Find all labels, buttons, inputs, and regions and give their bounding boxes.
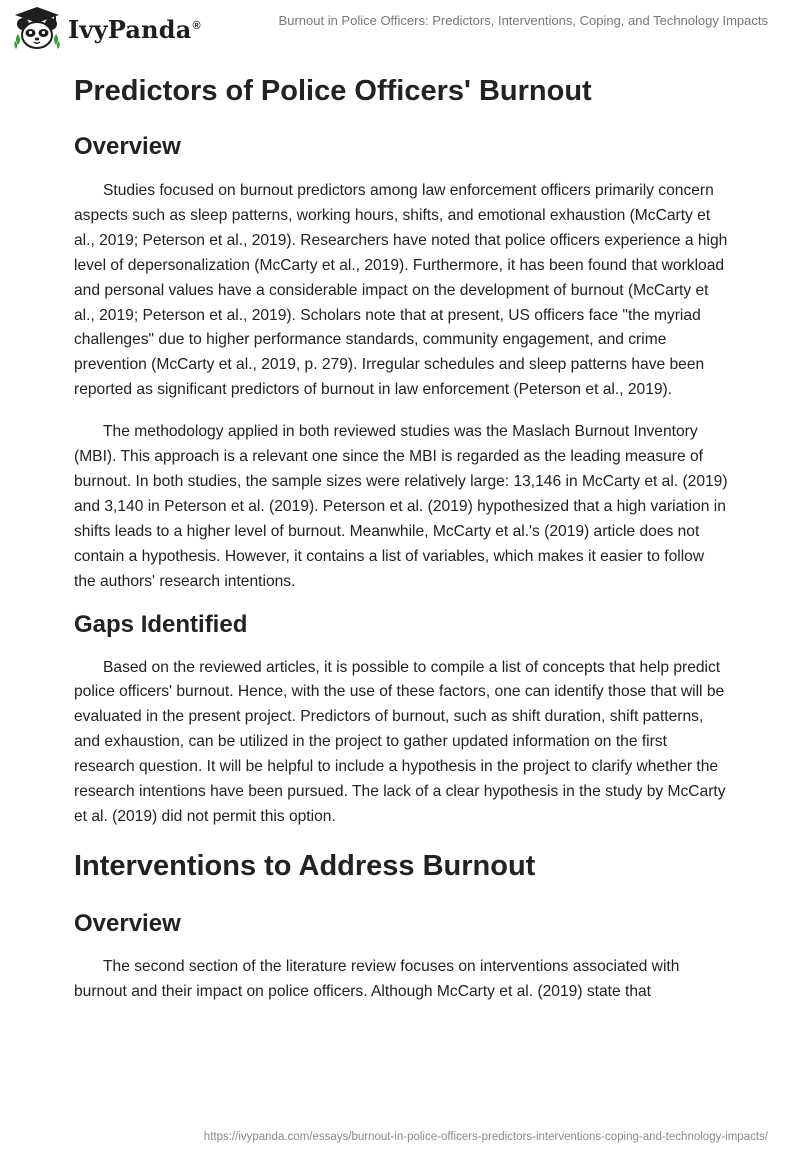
page-header [0, 0, 800, 62]
panda-graduate-icon [12, 5, 62, 53]
section2-overview-heading: Overview [74, 909, 181, 937]
section1-paragraph-3: Based on the reviewed articles, it is possible to compile a list of concepts that help predict police officers' burnout. Hence, with the use of these factors, one can identify those that will be evaluated in the present project. Predictors of burnout, such as shift duration, shift patterns, and exhaustion, can be utilized in the project to gather updated information on the first research question. It will be helpful to include a hypothesis in the project to clarify whether the research intentions have been pursued. The lack of a clear hypothesis in the study by McCarty et al. (2019) did not permit this option. [74, 658, 726, 825]
section2-title: Interventions to Address Burnout [74, 849, 536, 882]
ivypanda-logo[interactable] [12, 4, 201, 54]
section1-paragraph-2: The methodology applied in both reviewed studies was the Maslach Burnout Inventory (MBI). This approach is a relevant one since the MBI is regarded as the leading measure of burnout. In both studies, the sample sizes were relatively large: 13,146 in McCarty et al. (2019) and 3,140 in Peterson et al. (2019). Peterson et al. (2019) hypothesized that a high variation in shifts leads to a higher level of burnout. Meanwhile, McCarty et al.'s (2019) article does not contain a hypothesis. However, it contains a list of variables, which makes it easier to follow the authors' research intentions. [74, 423, 728, 590]
footer-source-url[interactable]: https://ivypanda.com/essays/burnout-in-police-officers-predictors-interventions-coping-and-technology-impacts/ [203, 1131, 768, 1143]
section2-paragraph-1: The second section of the literature review focuses on interventions associated with burnout and their impact on police officers. Although McCarty et al. (2019) state that [74, 957, 680, 1000]
section1-gaps-heading: Gaps Identified [74, 610, 248, 638]
registered-mark: ® [192, 19, 201, 32]
section1-title: Predictors of Police Officers' Burnout [74, 75, 592, 107]
running-title: Burnout in Police Officers: Predictors, Interventions, Coping, and Technology Impacts [278, 13, 768, 28]
document-body [74, 70, 730, 1005]
logo-wordmark: IvyPanda® [68, 14, 201, 44]
section1-overview-heading: Overview [74, 133, 181, 160]
section1-paragraph-1: Studies focused on burnout predictors among law enforcement officers primarily concern aspects such as sleep patterns, working hours, shifts, and emotional exhaustion (McCarty et al., 2019; Peterson et al., 2019). Researchers have noted that police officers experience a high level of depersonalization (McCarty et al., 2019). Furthermore, it has been found that workload and personal values have a considerable impact on the development of burnout (McCarty et al., 2019; Peterson et al., 2019). Scholars note that at present, US officers face "the myriad challenges" due to higher performance standards, community engagement, and crime prevention (McCarty et al., 2019, p. 279). Irregular schedules and sleep patterns have been reported as significant predictors of burnout in law enforcement (Peterson et al., 2019). [74, 182, 728, 399]
